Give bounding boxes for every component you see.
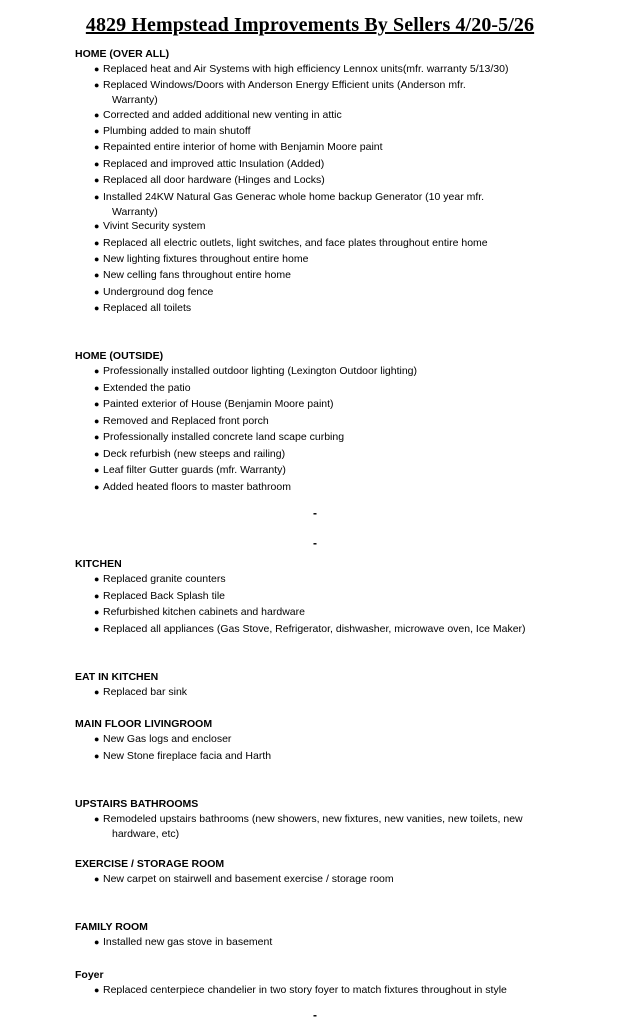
list-item-text: Replaced bar sink [103,686,188,698]
list-item-text: Replaced all door hardware (Hinges and Locks) [103,174,325,186]
bullet-icon: ● [94,591,100,601]
list-item [94,124,543,139]
list-item [94,236,543,251]
list-item [94,414,543,429]
list-item-text: New carpet on stairwell and basement exercise / storage room [103,873,394,885]
list-item-text: Replaced and improved attic Insulation (Added) [103,158,325,170]
list-item [94,872,543,887]
bullet-icon: ● [94,110,100,120]
section-heading: KITCHEN [75,558,122,570]
bullet-icon: ● [94,399,100,409]
list-item-text: Replaced Back Splash tile [103,590,225,602]
list-item-text: Replaced all appliances (Gas Stove, Refrigerator, dishwasher, microwave oven, Ice Maker) [103,623,526,635]
list-item-text: Replaced Windows/Doors with Anderson Energy Efficient units (Anderson mfr. [103,79,466,91]
list-item [94,252,543,267]
bullet-icon: ● [94,624,100,634]
bullet-icon: ● [94,64,100,74]
list-item [94,749,543,764]
list-item-text: Replaced all toilets [103,302,192,314]
list-item-text: Removed and Replaced front porch [103,415,269,427]
list-item [94,381,543,396]
bullet-icon: ● [94,126,100,136]
list-item [94,173,543,188]
list-item [94,732,543,747]
list-item-text: Replaced centerpiece chandelier in two story foyer to match fixtures throughout in style [103,984,507,996]
list-item [94,447,543,462]
list-item-text: Repainted entire interior of home with Benjamin Moore paint [103,141,383,153]
list-item-text: New Stone fireplace facia and Harth [103,750,272,762]
list-item-text: Leaf filter Gutter guards (mfr. Warranty) [103,464,286,476]
bullet-icon: ● [94,449,100,459]
list-item [94,78,543,108]
separator-dash: - [313,1008,317,1022]
bullet-icon: ● [94,383,100,393]
bullet-icon: ● [94,874,100,884]
list-item-text: Installed 24KW Natural Gas Generac whole home backup Generator (10 year mfr. [103,191,485,203]
document-title: 4829 Hempstead Improvements By Sellers 4/20-5/26 [85,14,535,36]
bullet-icon: ● [94,221,100,231]
bullet-icon: ● [94,254,100,264]
bullet-icon: ● [94,175,100,185]
section-heading: HOME (OVER ALL) [75,48,170,60]
list-item-text: Underground dog fence [103,286,214,298]
bullet-icon: ● [94,751,100,761]
list-item-text: Added heated floors to master bathroom [103,481,291,493]
list-item-text: Replaced heat and Air Systems with high efficiency Lennox units(mfr. warranty 5/13/30) [103,63,509,75]
list-item-text: Professionally installed outdoor lighting (Lexington Outdoor lighting) [103,365,418,377]
list-item [94,268,543,283]
list-item [94,463,543,478]
bullet-icon: ● [94,432,100,442]
bullet-icon: ● [94,734,100,744]
list-item [94,108,543,123]
list-item [94,685,543,700]
list-item [94,605,543,620]
list-item [94,364,543,379]
section-heading: MAIN FLOOR LIVINGROOM [75,718,213,730]
list-item-text: Plumbing added to main shutoff [103,125,251,137]
list-item [94,480,543,495]
list-item [94,157,543,172]
list-item [94,983,543,998]
bullet-icon: ● [94,366,100,376]
bullet-icon: ● [94,482,100,492]
list-item-text: Replaced all electric outlets, light switches, and face plates throughout entire home [103,237,488,249]
list-item-text: Professionally installed concrete land scape curbing [103,431,345,443]
section-heading: HOME (OUTSIDE) [75,350,164,362]
list-item [94,219,543,234]
bullet-icon: ● [94,607,100,617]
list-item-text: Corrected and added additional new venting in attic [103,109,342,121]
list-item-text: Painted exterior of House (Benjamin Moore paint) [103,398,334,410]
list-item [94,812,543,842]
bullet-icon: ● [94,192,100,202]
list-item-text: New Gas logs and encloser [103,733,232,745]
bullet-icon: ● [94,80,100,90]
list-item [94,589,543,604]
bullet-icon: ● [94,465,100,475]
bullet-icon: ● [94,159,100,169]
list-item [94,285,543,300]
separator-dash: - [313,506,317,520]
bullet-icon: ● [94,142,100,152]
list-item [94,301,543,316]
bullet-icon: ● [94,287,100,297]
list-item-text: Installed new gas stove in basement [103,936,273,948]
list-item-text: New lighting fixtures throughout entire home [103,253,309,265]
list-item-text: Remodeled upstairs bathrooms (new showers, new fixtures, new vanities, new toilets, new [103,813,523,825]
bullet-icon: ● [94,937,100,947]
section-heading: Foyer [75,969,104,981]
list-item-text-continued: Warranty) [112,94,158,106]
list-item-text-continued: Warranty) [112,206,158,218]
bullet-icon: ● [94,574,100,584]
list-item [94,622,543,637]
list-item [94,190,543,220]
section-heading: FAMILY ROOM [75,921,148,933]
bullet-icon: ● [94,687,100,697]
list-item [94,140,543,155]
bullet-icon: ● [94,814,100,824]
bullet-icon: ● [94,270,100,280]
bullet-icon: ● [94,416,100,426]
bullet-icon: ● [94,985,100,995]
list-item-text: Extended the patio [103,382,191,394]
list-item [94,935,543,950]
list-item [94,397,543,412]
section-heading: EAT IN KITCHEN [75,671,159,683]
list-item-text: Refurbished kitchen cabinets and hardware [103,606,305,618]
separator-dash: - [313,536,317,550]
list-item [94,572,543,587]
bullet-icon: ● [94,303,100,313]
section-heading: EXERCISE / STORAGE ROOM [75,858,225,870]
list-item-text: Deck refurbish (new steeps and railing) [103,448,286,460]
list-item-text: Vivint Security system [103,220,206,232]
bullet-icon: ● [94,238,100,248]
list-item [94,430,543,445]
list-item-text-continued: hardware, etc) [112,828,180,840]
list-item-text: New celling fans throughout entire home [103,269,291,281]
list-item-text: Replaced granite counters [103,573,226,585]
section-heading: UPSTAIRS BATHROOMS [75,798,199,810]
list-item [94,62,543,77]
